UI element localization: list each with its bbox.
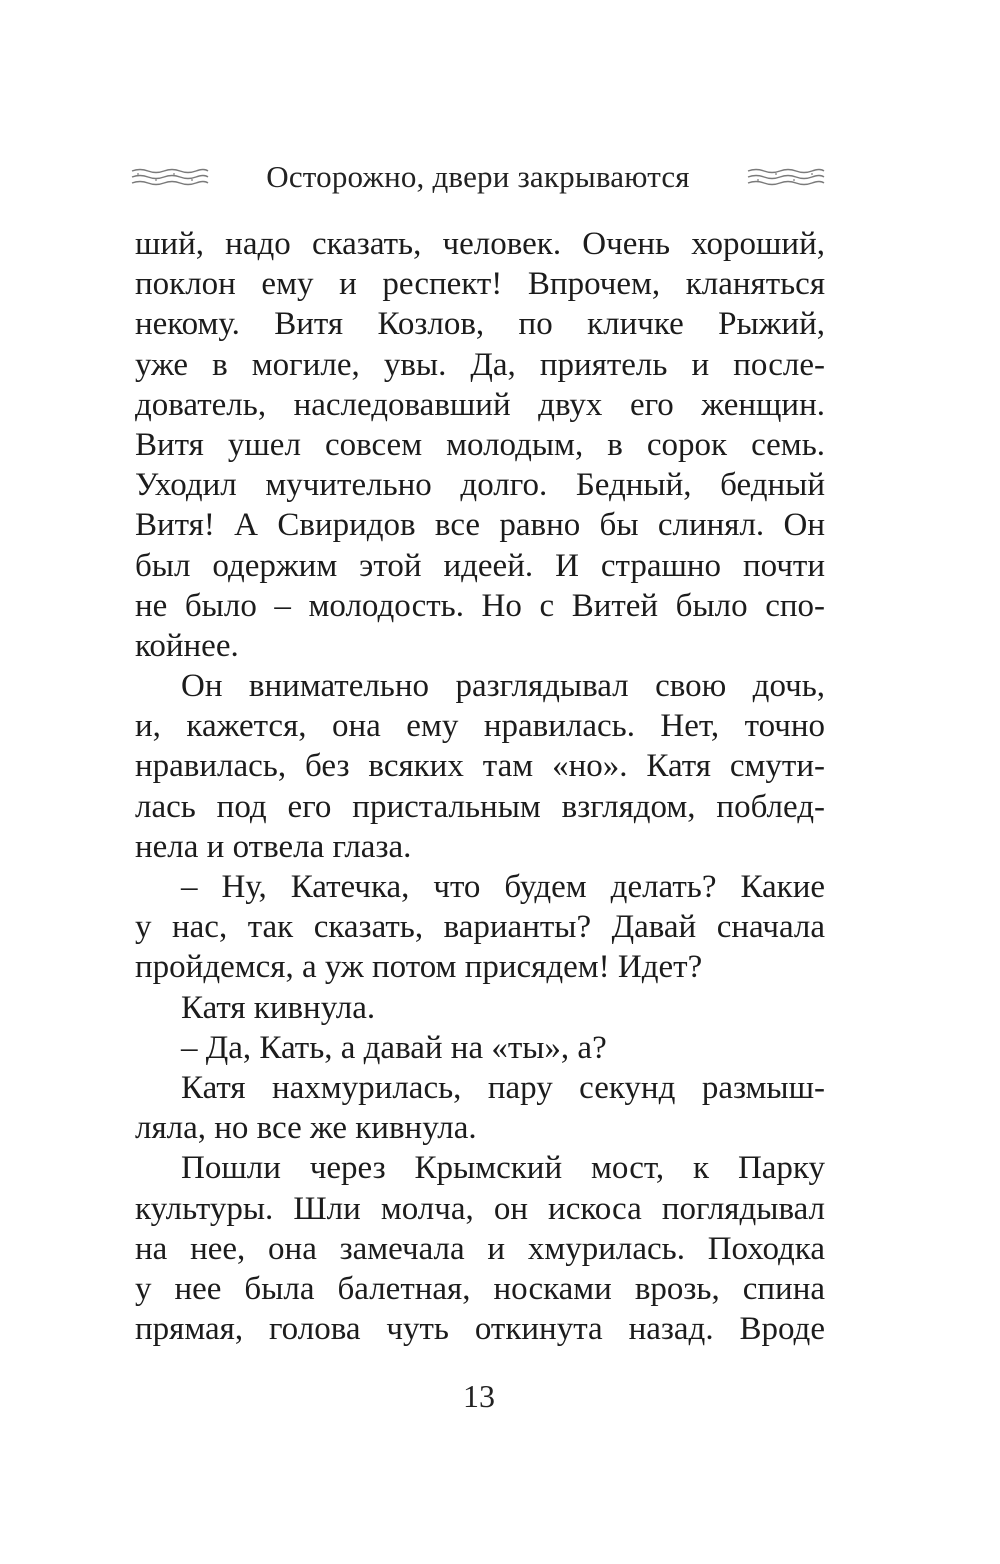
- text-line: койнее.: [135, 627, 239, 664]
- text-line: некому. Витя Козлов, по кличке Рыжий,: [135, 306, 825, 343]
- text-line: поклон ему и респект! Впрочем, кланяться: [135, 266, 825, 303]
- text-line: нравилась, без всяких там «но». Катя смути-: [135, 748, 825, 785]
- text-line: дователь, наследовавший двух его женщин.: [135, 386, 825, 423]
- text-line: ший, надо сказать, человек. Очень хороший,: [135, 226, 825, 262]
- text-line: Катя кивнула.: [181, 989, 376, 1026]
- text-line: культуры. Шли молча, он искоса поглядывал: [135, 1190, 825, 1227]
- header-ornament-left: [130, 166, 210, 188]
- text-line: и, кажется, она ему нравилась. Нет, точно: [135, 708, 825, 745]
- text-line: Пошли через Крымский мост, к Парку: [181, 1150, 825, 1187]
- body-text: [135, 224, 825, 1349]
- text-line: прямая, голова чуть откинута назад. Вроде: [135, 1311, 825, 1348]
- text-line: пройдемся, а уж потом присядем! Идет?: [135, 949, 703, 986]
- text-line: Уходил мучительно долго. Бедный, бедный: [135, 467, 825, 504]
- text-line: Катя нахмурилась, пару секунд размыш-: [181, 1069, 825, 1106]
- text-line: не было – молодость. Но с Витей было спо-: [135, 587, 825, 624]
- text-line: Он внимательно разглядывал свою дочь,: [181, 668, 825, 705]
- text-line: у нее была балетная, носками врозь, спина: [135, 1270, 825, 1307]
- text-line: ляла, но все же кивнула.: [135, 1110, 477, 1147]
- text-line: нела и отвела глаза.: [135, 828, 412, 865]
- running-header: [130, 152, 826, 202]
- text-line: Витя ушел совсем молодым, в сорок семь.: [135, 426, 825, 463]
- text-line: – Ну, Катечка, что будем делать? Какие: [181, 869, 825, 905]
- text-line: – Да, Кать, а давай на «ты», а?: [181, 1029, 607, 1066]
- header-title: Осторожно, двери закрываются: [266, 159, 690, 194]
- header-ornament-right: [746, 166, 826, 188]
- text-line: был одержим этой идеей. И страшно почти: [135, 547, 825, 584]
- text-line: у нас, так сказать, варианты? Давай сначала: [135, 909, 825, 946]
- text-line: уже в могиле, увы. Да, приятель и после-: [135, 346, 825, 383]
- text-line: лась под его пристальным взглядом, поблед-: [135, 788, 825, 825]
- text-line: на нее, она замечала и хмурилась. Походка: [135, 1230, 825, 1267]
- text-line: Витя! А Свиридов все равно бы слинял. Он: [135, 507, 825, 544]
- page-number: 13: [463, 1378, 495, 1414]
